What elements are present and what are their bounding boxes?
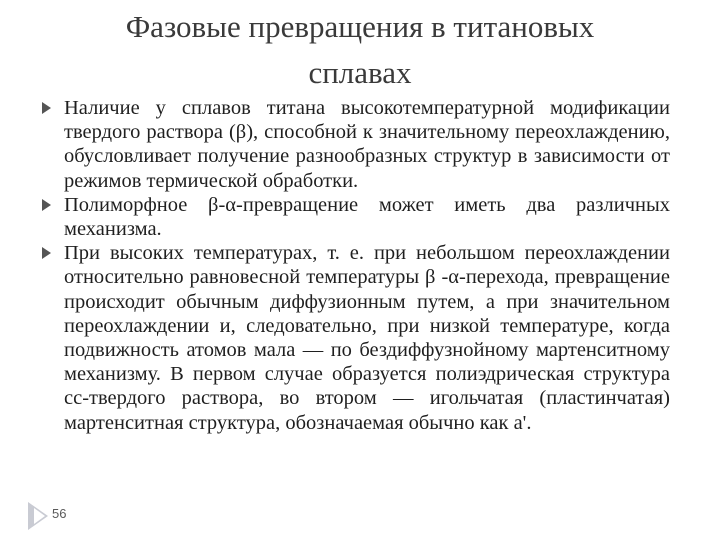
slide-title-line-1: Фазовые превращения в титановых <box>125 9 595 44</box>
slide-title <box>60 4 660 96</box>
slide-title-line-2: сплавах <box>308 55 412 90</box>
triangle-bullet-icon <box>42 199 51 211</box>
bullet-item <box>40 241 670 435</box>
bullet-text: Полиморфное β-α-превращение может иметь два различных механизма. <box>64 193 670 241</box>
bullet-item <box>40 96 670 193</box>
bullet-item <box>40 193 670 241</box>
triangle-bullet-icon <box>42 102 51 114</box>
bullet-text: Наличие у сплавов титана высокотемпературной модификации твердого раствора (β), способной к значительному переохлаждению, обусловливает получение разнообразных структур в зависимости от режимов термической обработки. <box>64 97 670 192</box>
bullet-text: При высоких температурах, т. е. при небольшом переохлаждении относительно равновесной температуры β -α-перехода, превращение происходит обычным диффузионным путем, а при значительном переохлаждении и, следовательно, при низкой температуре, когда подвижность атомов мала — по бездиффузнойному мартенситному механизму. В первом случае образуется полиэдрическая структура сс-твердого раствора, во втором — игольчатая (пластинчатая) мартенситная структура, обозначаемая обычно как a'. <box>64 242 670 434</box>
slide-arrow-inner-icon <box>34 508 45 524</box>
page-number: 56 <box>52 506 67 521</box>
triangle-bullet-icon <box>42 247 51 259</box>
slide-body <box>40 96 670 435</box>
